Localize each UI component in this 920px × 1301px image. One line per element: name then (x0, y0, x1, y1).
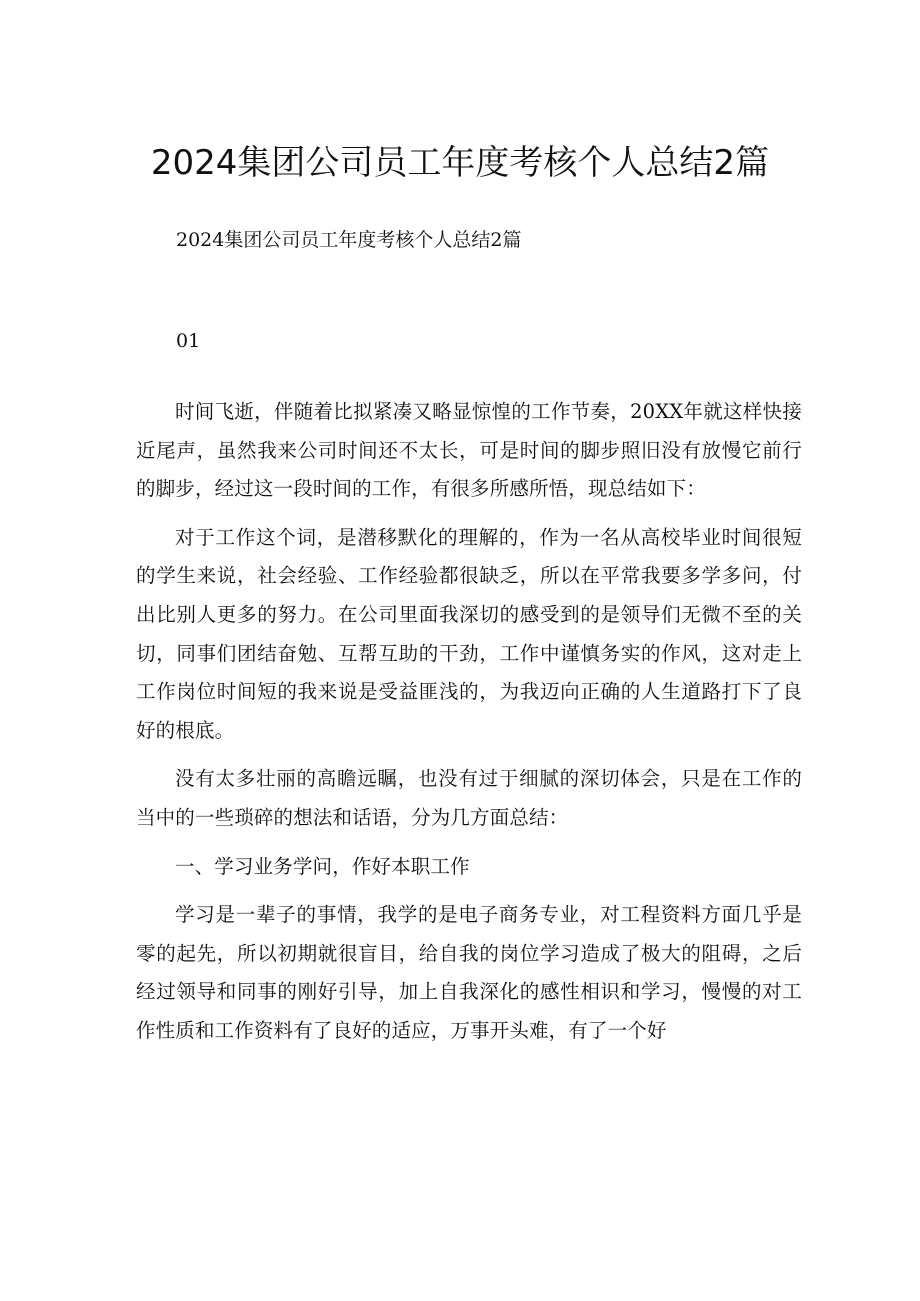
paragraph: 没有太多壮丽的高瞻远瞩，也没有过于细腻的深切体会，只是在工作的当中的一些琐碎的想法和话语，分为几方面总结： (136, 767, 802, 829)
paragraph: 时间飞逝，伴随着比拟紧凑又略显惊惶的工作节奏，20XX年就这样快接近尾声，虽然我来公司时间还不太长，可是时间的脚步照旧没有放慢它前行的脚步，经过这一段时间的工作，有很多所感所悟，现总结如下： (136, 400, 802, 501)
paragraph: 对于工作这个词，是潜移默化的理解的，作为一名从高校毕业时间很短的学生来说，社会经验、工作经验都很缺乏，所以在平常我要多学多问，付出比别人更多的努力。在公司里面我深切的感受到的是领导们无微不至的关切，同事们团结奋勉、互帮互助的干劲，工作中谨慎务实的作风，这对走上工作岗位时间短的我来说是受益匪浅的，为我迈向正确的人生道路打下了良好的根底。 (136, 525, 802, 742)
document-subtitle: 2024集团公司员工年度考核个人总结2篇 (176, 229, 522, 251)
document-title: 2024集团公司员工年度考核个人总结2篇 (150, 143, 770, 183)
paragraph: 学习是一辈子的事情，我学的是电子商务专业，对工程资料方面几乎是零的起先，所以初期就很盲目，给自我的岗位学习造成了极大的阻碍，之后经过领导和同事的刚好引导，加上自我深化的感性相识和学习，慢慢的对工作性质和工作资料有了良好的适应，万事开头难，有了一个好 (136, 903, 802, 1042)
document-body (136, 393, 802, 1061)
section-number: 01 (176, 330, 201, 352)
section-heading: 一、学习业务学问，作好本职工作 (175, 854, 470, 878)
